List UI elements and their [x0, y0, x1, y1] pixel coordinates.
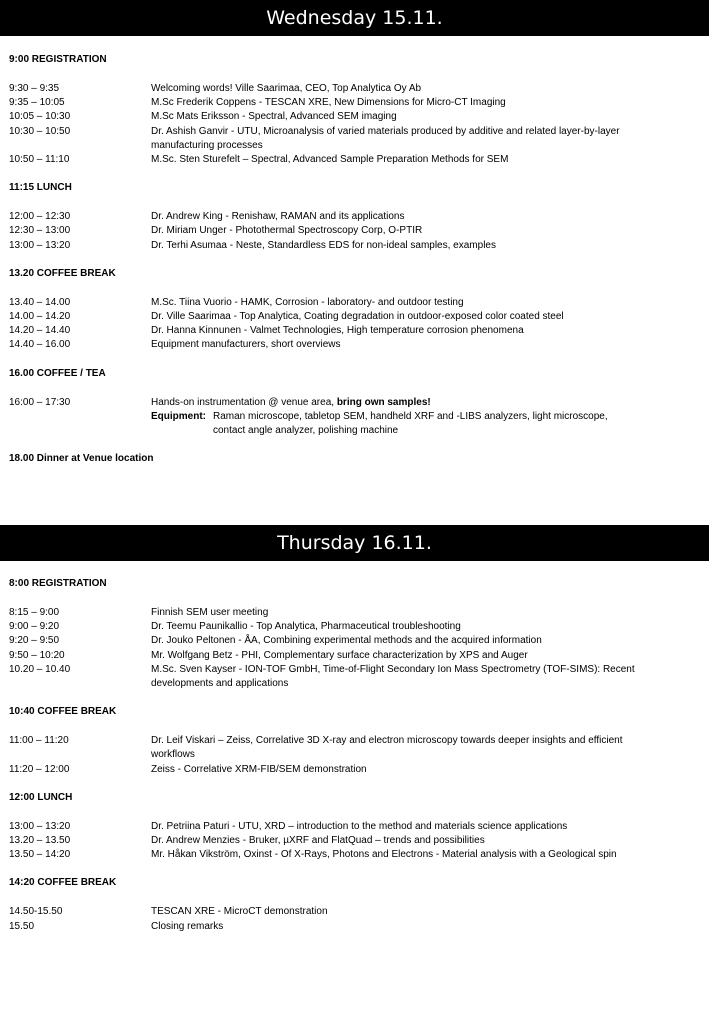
wed-lunch-heading: 11:15 LUNCH [9, 182, 72, 194]
session-time: 10.20 – 10.40 [9, 663, 71, 675]
session-description: Dr. Andrew King - Renishaw, RAMAN and its applications [151, 211, 405, 223]
session-description: Mr. Wolfgang Betz - PHI, Complementary surface characterization by XPS and Auger [151, 649, 528, 661]
session-row [9, 634, 699, 648]
session-time: 13.40 – 14.00 [9, 296, 71, 308]
session-row [9, 125, 699, 153]
session-row [9, 239, 699, 253]
session-time: 14.00 – 14.20 [9, 311, 71, 323]
thu-coffee-break-heading: 10:40 COFFEE BREAK [9, 706, 117, 718]
session-row [9, 210, 699, 224]
session-row [9, 296, 699, 310]
wed-coffee-tea-heading: 16.00 COFFEE / TEA [9, 367, 106, 379]
session-description: Mr. Håkan Vikström, Oxinst - Of X-Rays, Photons and Electrons - Material analysis with a Geological spin [151, 849, 617, 861]
session-description: Dr. Teemu Paunikallio - Top Analytica, Pharmaceutical troubleshooting [151, 621, 461, 633]
session-time: 11:00 – 11:20 [9, 735, 69, 747]
session-time: 9:30 – 9:35 [9, 83, 60, 94]
session-row [9, 338, 699, 352]
session-row [9, 620, 699, 634]
thursday-schedule [9, 577, 699, 934]
session-row [9, 649, 699, 663]
session-description: Dr. Terhi Asumaa - Neste, Standardless EDS for non-ideal samples, examples [151, 239, 496, 251]
session-time: 10:30 – 10:50 [9, 125, 71, 137]
thu-registration-heading: 8:00 REGISTRATION [9, 578, 107, 589]
session-description: Dr. Ashish Ganvir - UTU, Microanalysis of varied materials produced by additive and related layer-by-layer manufacturing processes [151, 125, 620, 151]
session-time: 16:00 – 17:30 [9, 396, 71, 408]
session-description: Dr. Ville Saarimaa - Top Analytica, Coating degradation in outdoor-exposed color coated steel [151, 311, 564, 323]
session-row [9, 734, 699, 762]
session-row [9, 324, 699, 338]
session-time: 13:00 – 13:20 [9, 820, 71, 832]
session-time: 10:50 – 11:10 [9, 154, 70, 166]
session-time: 12:00 – 12:30 [9, 211, 71, 223]
session-description: Welcoming words! Ville Saarimaa, CEO, Top Analytica Oy Ab [151, 83, 422, 94]
session-row [9, 153, 699, 167]
session-row [9, 606, 699, 620]
session-row [9, 920, 699, 934]
equipment-row [9, 410, 699, 438]
session-description: Equipment manufacturers, short overviews [151, 339, 341, 351]
session-row [9, 310, 699, 324]
session-description: Closing remarks [151, 920, 224, 932]
wed-dinner-heading: 18.00 Dinner at Venue location [9, 453, 154, 465]
session-description: TESCAN XRE - MicroCT demonstration [151, 906, 328, 918]
thu-lunch-heading: 12:00 LUNCH [9, 791, 73, 803]
session-description: Dr. Andrew Menzies - Bruker, µXRF and FlatQuad – trends and possibilities [151, 835, 485, 847]
session-time: 14.50-15.50 [9, 906, 63, 918]
session-row [9, 820, 699, 834]
session-time: 13.20 – 13.50 [9, 835, 71, 847]
session-row [9, 848, 699, 862]
session-description: M.Sc Mats Eriksson - Spectral, Advanced SEM imaging [151, 111, 397, 123]
session-time: 13.50 – 14:20 [9, 849, 71, 861]
day-header-thursday: Thursday 16.11. [0, 525, 709, 561]
session-time: 8:15 – 9:00 [9, 607, 60, 618]
session-description [151, 396, 699, 410]
session-time: 11:20 – 12:00 [9, 763, 70, 775]
equipment-label: Equipment: [151, 410, 206, 422]
session-description: Finnish SEM user meeting [151, 607, 269, 618]
session-time: 10:05 – 10:30 [9, 111, 71, 123]
session-row [9, 224, 699, 238]
equipment-text: Raman microscope, tabletop SEM, handheld XRF and -LIBS analyzers, light microscope, contact angle analyzer, polishing machine [213, 410, 608, 437]
thu-coffee-break-heading-2: 14:20 COFFEE BREAK [9, 877, 117, 889]
session-row [9, 663, 699, 691]
handson-bold-text: bring own samples! [336, 396, 431, 408]
handson-text: Hands-on instrumentation @ venue area, [151, 396, 335, 408]
session-description: Dr. Hanna Kinnunen - Valmet Technologies, High temperature corrosion phenomena [151, 325, 524, 337]
session-time: 9:20 – 9:50 [9, 635, 60, 647]
session-time: 12:30 – 13:00 [9, 225, 71, 237]
session-description: Dr. Leif Viskari – Zeiss, Correlative 3D X-ray and electron microscopy towards deeper insights and efficient workflows [151, 735, 623, 761]
session-description: M.Sc Frederik Coppens - TESCAN XRE, New Dimensions for Micro-CT Imaging [151, 97, 506, 109]
session-row [9, 110, 699, 124]
session-time: 14.20 – 14.40 [9, 325, 71, 337]
session-time: 14.40 – 16.00 [9, 339, 71, 351]
session-row [9, 396, 699, 410]
session-time: 15.50 [9, 920, 35, 932]
session-time: 13:00 – 13:20 [9, 239, 71, 251]
session-row [9, 763, 699, 777]
session-row [9, 82, 699, 96]
session-description: Zeiss - Correlative XRM-FIB/SEM demonstration [151, 763, 367, 775]
session-description: M.Sc. Sten Sturefelt – Spectral, Advanced Sample Preparation Methods for SEM [151, 154, 509, 166]
wednesday-schedule [9, 53, 699, 465]
wed-registration-heading: 9:00 REGISTRATION [9, 54, 107, 65]
session-time: 9:50 – 10:20 [9, 649, 65, 661]
session-description: Dr. Jouko Peltonen - ÅA, Combining experimental methods and the acquired information [151, 635, 542, 647]
session-row [9, 834, 699, 848]
day-header-wednesday: Wednesday 15.11. [0, 0, 709, 36]
session-time: 9:35 – 10:05 [9, 97, 65, 109]
session-description: Dr. Miriam Unger - Photothermal Spectroscopy Corp, O-PTIR [151, 225, 423, 237]
session-description: M.Sc. Tiina Vuorio - HAMK, Corrosion - laboratory- and outdoor testing [151, 296, 464, 308]
session-description: Dr. Petriina Paturi - UTU, XRD – introduction to the method and materials science applications [151, 820, 568, 832]
session-row [9, 96, 699, 110]
wed-coffee-break-heading: 13.20 COFFEE BREAK [9, 267, 116, 279]
session-row [9, 905, 699, 919]
session-description: M.Sc. Sven Kayser - ION-TOF GmbH, Time-of-Flight Secondary Ion Mass Spectrometry (TOF-SIMS): Recent developments and applications [151, 663, 635, 690]
session-time: 9:00 – 9:20 [9, 621, 60, 633]
